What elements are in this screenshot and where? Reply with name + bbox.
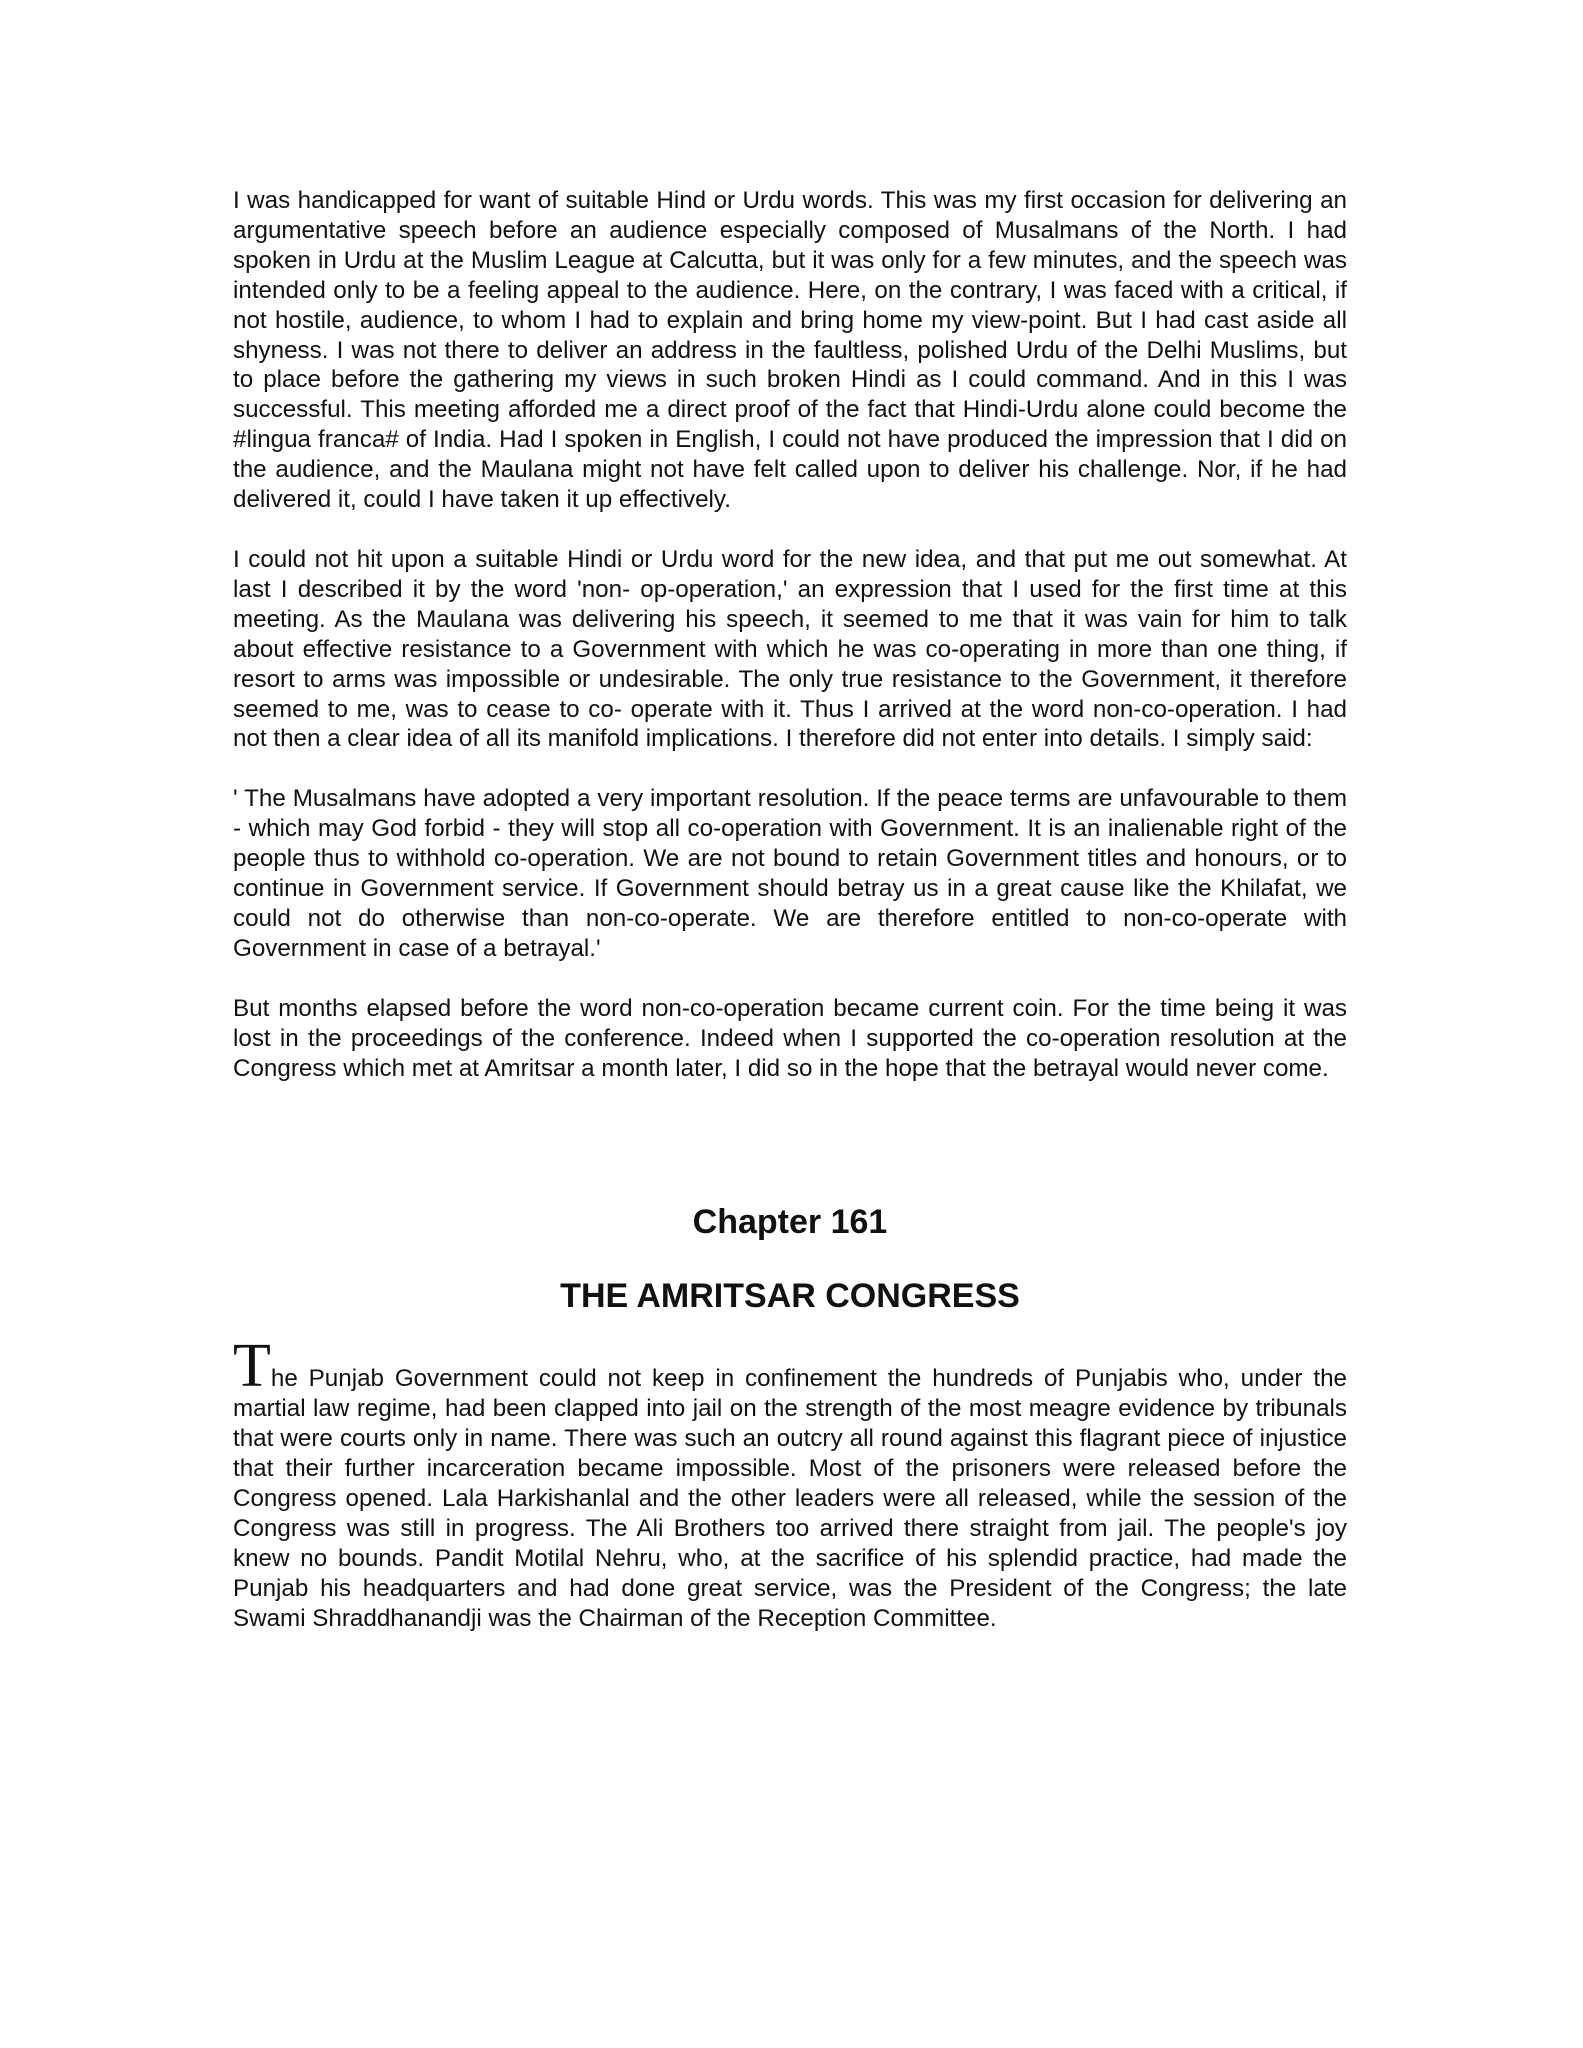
chapter-opening-paragraph — [233, 1332, 1347, 1633]
body-paragraph: I could not hit upon a suitable Hindi or Urdu word for the new idea, and that put me out somewhat. At last I described it by the word 'non- op-operation,' an expression that I used for the first time at this meeting. As the Maulana was delivering his speech, it seemed to me that it was vain for him to talk about effective resistance to a Government with which he was co-operating in more than one thing, if resort to arms was impossible or undesirable. The only true resistance to the Government, it therefore seemed to me, was to cease to co- operate with it. Thus I arrived at the word non-co-operation. I had not then a clear idea of all its manifold implications. I therefore did not enter into details. I simply said: — [233, 545, 1347, 753]
body-paragraph: But months elapsed before the word non-co-operation became current coin. For the time being it was lost in the proceedings of the conference. Indeed when I supported the co-operation resolution at the Congress which met at Amritsar a month later, I did so in the hope that the betrayal would never come. — [233, 994, 1347, 1082]
quoted-paragraph: ' The Musalmans have adopted a very important resolution. If the peace terms are unfavourable to them - which may God forbid - they will stop all co-operation with Government. It is an inalienable right of the people thus to withhold co-operation. We are not bound to retain Government titles and honours, or to continue in Government service. If Government should betray us in a great cause like the Khilafat, we could not do otherwise than non-co-operate. We are therefore entitled to non-co-operate with Government in case of a betrayal.' — [233, 785, 1347, 962]
page-content — [233, 186, 1347, 1634]
drop-cap: T — [233, 1332, 271, 1401]
chapter-opening-text: he Punjab Government could not keep in confinement the hundreds of Punjabis who, under the martial law regime, had been clapped into jail on the strength of the most meagre evidence by tribunals that were courts only in name. There was such an outcry all round against this flagrant piece of injustice that their further incarceration became impossible. Most of the prisoners were released before the Congress opened. Lala Harkishanlal and the other leaders were all released, while the session of the Congress was still in progress. The Ali Brothers too arrived there straight from jail. The people's joy knew no bounds. Pandit Motilal Nehru, who, at the sacrifice of his splendid practice, had made the Punjab his headquarters and had done great service, was the President of the Congress; the late Swami Shraddhanandji was the Chairman of the Reception Committee. — [233, 1365, 1347, 1632]
chapter-number: Chapter 161 — [692, 1203, 888, 1242]
body-paragraph: I was handicapped for want of suitable Hind or Urdu words. This was my first occasion for delivering an argumentative speech before an audience especially composed of Musalmans of the North. I had spoken in Urdu at the Muslim League at Calcutta, but it was only for a few minutes, and the speech was intended only to be a feeling appeal to the audience. Here, on the contrary, I was faced with a critical, if not hostile, audience, to whom I had to explain and bring home my view-point. But I had cast aside all shyness. I was not there to deliver an address in the faultless, polished Urdu of the Delhi Muslims, but to place before the gathering my views in such broken Hindi as I could command. And in this I was successful. This meeting afforded me a direct proof of the fact that Hindi-Urdu alone could become the #lingua franca# of India. Had I spoken in English, I could not have produced the impression that I did on the audience, and the Maulana might not have felt called upon to deliver his challenge. Nor, if he had delivered it, could I have taken it up effectively. — [233, 187, 1347, 514]
chapter-title: THE AMRITSAR CONGRESS — [560, 1277, 1020, 1316]
